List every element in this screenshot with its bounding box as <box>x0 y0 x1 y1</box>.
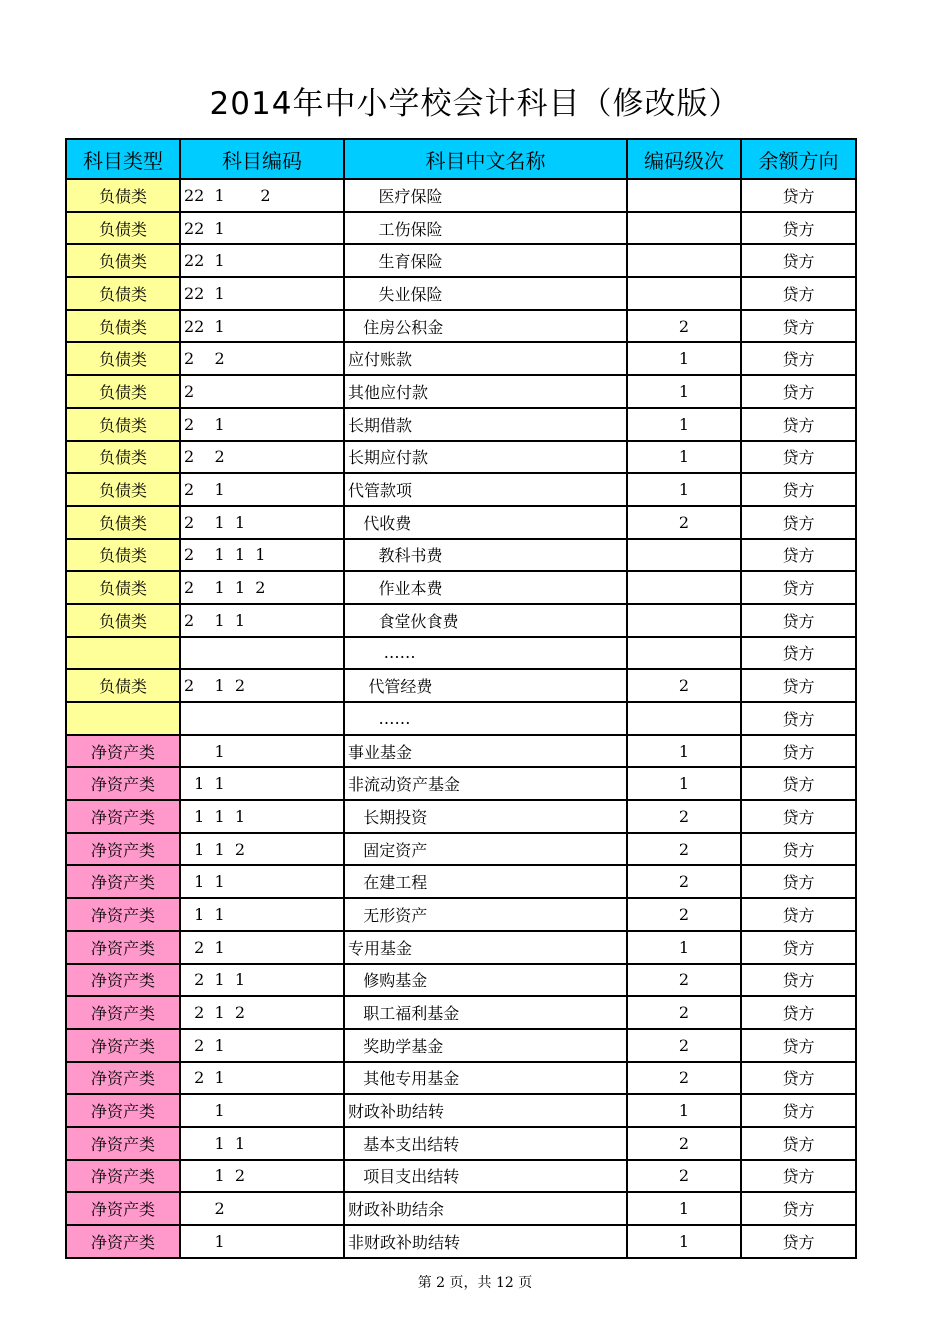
cell-level <box>627 212 741 245</box>
table-row <box>66 375 856 408</box>
cell-type: 负债类 <box>66 539 180 572</box>
cell-type: 负债类 <box>66 375 180 408</box>
table-row <box>66 277 856 310</box>
cell-code <box>180 637 344 670</box>
cell-direction: 贷方 <box>741 964 856 997</box>
cell-name: 食堂伙食费 <box>344 604 627 637</box>
cell-code: 1 2 <box>180 1160 344 1193</box>
cell-type: 负债类 <box>66 506 180 539</box>
table-row <box>66 865 856 898</box>
cell-name: …… <box>344 637 627 670</box>
cell-code: 2 1 <box>180 1029 344 1062</box>
cell-name: 长期投资 <box>344 800 627 833</box>
cell-level <box>627 179 741 212</box>
cell-direction: 贷方 <box>741 212 856 245</box>
cell-name: 专用基金 <box>344 931 627 964</box>
cell-level: 2 <box>627 669 741 702</box>
cell-direction: 贷方 <box>741 865 856 898</box>
cell-code: 22 1 <box>180 244 344 277</box>
cell-name: 教科书费 <box>344 539 627 572</box>
cell-name: 医疗保险 <box>344 179 627 212</box>
cell-name: 修购基金 <box>344 964 627 997</box>
cell-level: 2 <box>627 1127 741 1160</box>
header-code: 科目编码 <box>180 139 344 179</box>
cell-type: 负债类 <box>66 310 180 343</box>
cell-code: 2 <box>180 375 344 408</box>
cell-direction: 贷方 <box>741 800 856 833</box>
cell-type: 净资产类 <box>66 1062 180 1095</box>
cell-direction: 贷方 <box>741 1094 856 1127</box>
header-type: 科目类型 <box>66 139 180 179</box>
cell-type <box>66 637 180 670</box>
cell-type: 净资产类 <box>66 735 180 768</box>
cell-code: 1 <box>180 1225 344 1258</box>
cell-type: 净资产类 <box>66 1160 180 1193</box>
cell-name: 长期应付款 <box>344 441 627 474</box>
cell-direction: 贷方 <box>741 735 856 768</box>
cell-name: 其他专用基金 <box>344 1062 627 1095</box>
cell-direction: 贷方 <box>741 1029 856 1062</box>
cell-name: 非财政补助结转 <box>344 1225 627 1258</box>
cell-level: 1 <box>627 1225 741 1258</box>
table-row <box>66 1192 856 1225</box>
page-title: 2014年中小学校会计科目（修改版） <box>209 86 741 122</box>
cell-name: …… <box>344 702 627 735</box>
cell-name: 基本支出结转 <box>344 1127 627 1160</box>
table-row <box>66 179 856 212</box>
cell-type: 净资产类 <box>66 865 180 898</box>
table-row <box>66 571 856 604</box>
table-row <box>66 212 856 245</box>
cell-type: 净资产类 <box>66 1127 180 1160</box>
table-row <box>66 669 856 702</box>
table-row <box>66 735 856 768</box>
table-row <box>66 1127 856 1160</box>
cell-code: 1 <box>180 735 344 768</box>
cell-name: 长期借款 <box>344 408 627 441</box>
cell-direction: 贷方 <box>741 833 856 866</box>
cell-type: 负债类 <box>66 408 180 441</box>
cell-direction: 贷方 <box>741 277 856 310</box>
cell-direction: 贷方 <box>741 604 856 637</box>
cell-code: 2 1 1 <box>180 964 344 997</box>
cell-code: 1 1 <box>180 767 344 800</box>
cell-name: 职工福利基金 <box>344 996 627 1029</box>
cell-level: 2 <box>627 506 741 539</box>
cell-direction: 贷方 <box>741 996 856 1029</box>
table-row <box>66 310 856 343</box>
cell-direction: 贷方 <box>741 408 856 441</box>
cell-name: 在建工程 <box>344 865 627 898</box>
page-footer: 第 2 页，共 12 页 <box>417 1275 533 1291</box>
cell-name: 奖助学基金 <box>344 1029 627 1062</box>
table-row <box>66 964 856 997</box>
table-header-row <box>66 139 856 179</box>
table-row <box>66 473 856 506</box>
cell-level: 1 <box>627 375 741 408</box>
cell-level: 1 <box>627 735 741 768</box>
cell-direction: 贷方 <box>741 637 856 670</box>
table-row <box>66 996 856 1029</box>
cell-code: 1 1 2 <box>180 833 344 866</box>
cell-type: 负债类 <box>66 342 180 375</box>
cell-type: 负债类 <box>66 179 180 212</box>
table-row <box>66 767 856 800</box>
table-row <box>66 408 856 441</box>
cell-type: 净资产类 <box>66 1094 180 1127</box>
cell-code: 2 1 2 <box>180 669 344 702</box>
cell-type: 负债类 <box>66 669 180 702</box>
cell-type: 负债类 <box>66 571 180 604</box>
cell-direction: 贷方 <box>741 571 856 604</box>
cell-type: 净资产类 <box>66 931 180 964</box>
cell-code: 1 1 <box>180 865 344 898</box>
cell-code: 22 1 <box>180 277 344 310</box>
cell-level: 2 <box>627 800 741 833</box>
cell-level: 1 <box>627 1094 741 1127</box>
table-row <box>66 1029 856 1062</box>
cell-level <box>627 539 741 572</box>
cell-name: 住房公积金 <box>344 310 627 343</box>
cell-level: 2 <box>627 964 741 997</box>
cell-level: 2 <box>627 1160 741 1193</box>
cell-type <box>66 702 180 735</box>
table-row <box>66 833 856 866</box>
cell-name: 非流动资产基金 <box>344 767 627 800</box>
table-row <box>66 1062 856 1095</box>
cell-code <box>180 702 344 735</box>
cell-code: 2 1 <box>180 408 344 441</box>
cell-direction: 贷方 <box>741 179 856 212</box>
table-row <box>66 1225 856 1258</box>
cell-level <box>627 702 741 735</box>
table-row <box>66 898 856 931</box>
cell-direction: 贷方 <box>741 506 856 539</box>
table-row <box>66 931 856 964</box>
cell-type: 净资产类 <box>66 800 180 833</box>
cell-name: 生育保险 <box>344 244 627 277</box>
cell-name: 项目支出结转 <box>344 1160 627 1193</box>
cell-type: 负债类 <box>66 604 180 637</box>
cell-level: 2 <box>627 833 741 866</box>
cell-name: 事业基金 <box>344 735 627 768</box>
cell-code: 2 1 1 1 <box>180 539 344 572</box>
cell-code: 1 1 <box>180 1127 344 1160</box>
cell-direction: 贷方 <box>741 767 856 800</box>
cell-name: 工伤保险 <box>344 212 627 245</box>
cell-direction: 贷方 <box>741 931 856 964</box>
cell-type: 负债类 <box>66 441 180 474</box>
cell-level: 2 <box>627 865 741 898</box>
cell-code: 2 1 1 <box>180 604 344 637</box>
cell-direction: 贷方 <box>741 1160 856 1193</box>
cell-type: 净资产类 <box>66 1192 180 1225</box>
cell-name: 无形资产 <box>344 898 627 931</box>
cell-level: 1 <box>627 441 741 474</box>
cell-level <box>627 571 741 604</box>
cell-name: 财政补助结转 <box>344 1094 627 1127</box>
table-row <box>66 1160 856 1193</box>
cell-level: 1 <box>627 1192 741 1225</box>
cell-code: 22 1 <box>180 310 344 343</box>
table-row <box>66 342 856 375</box>
cell-code: 2 1 1 <box>180 506 344 539</box>
cell-name: 代管经费 <box>344 669 627 702</box>
cell-direction: 贷方 <box>741 898 856 931</box>
cell-level: 2 <box>627 1029 741 1062</box>
cell-level: 2 <box>627 898 741 931</box>
accounts-table <box>65 138 857 1259</box>
cell-direction: 贷方 <box>741 669 856 702</box>
cell-type: 净资产类 <box>66 964 180 997</box>
cell-name: 代收费 <box>344 506 627 539</box>
cell-code: 22 1 <box>180 212 344 245</box>
header-level: 编码级次 <box>627 139 741 179</box>
cell-direction: 贷方 <box>741 1225 856 1258</box>
cell-type: 负债类 <box>66 244 180 277</box>
cell-name: 财政补助结余 <box>344 1192 627 1225</box>
cell-level <box>627 244 741 277</box>
cell-level <box>627 604 741 637</box>
cell-type: 净资产类 <box>66 833 180 866</box>
cell-direction: 贷方 <box>741 1062 856 1095</box>
cell-code: 1 1 1 <box>180 800 344 833</box>
cell-direction: 贷方 <box>741 473 856 506</box>
cell-name: 失业保险 <box>344 277 627 310</box>
cell-code: 2 1 <box>180 1062 344 1095</box>
cell-type: 净资产类 <box>66 996 180 1029</box>
cell-code: 22 1 2 <box>180 179 344 212</box>
cell-name: 固定资产 <box>344 833 627 866</box>
table-row <box>66 506 856 539</box>
cell-direction: 贷方 <box>741 1192 856 1225</box>
cell-code: 2 1 <box>180 473 344 506</box>
cell-type: 负债类 <box>66 473 180 506</box>
cell-code: 2 1 2 <box>180 996 344 1029</box>
header-direction: 余额方向 <box>741 139 856 179</box>
cell-code: 1 <box>180 1094 344 1127</box>
cell-level: 2 <box>627 1062 741 1095</box>
cell-type: 净资产类 <box>66 898 180 931</box>
table-row <box>66 702 856 735</box>
cell-type: 负债类 <box>66 212 180 245</box>
table-row <box>66 800 856 833</box>
cell-direction: 贷方 <box>741 702 856 735</box>
table-row <box>66 1094 856 1127</box>
table-row <box>66 244 856 277</box>
cell-level: 1 <box>627 767 741 800</box>
cell-name: 其他应付款 <box>344 375 627 408</box>
cell-level: 1 <box>627 408 741 441</box>
cell-direction: 贷方 <box>741 310 856 343</box>
table-row <box>66 539 856 572</box>
cell-level <box>627 277 741 310</box>
cell-direction: 贷方 <box>741 1127 856 1160</box>
cell-direction: 贷方 <box>741 342 856 375</box>
cell-code: 1 1 <box>180 898 344 931</box>
cell-type: 负债类 <box>66 277 180 310</box>
cell-level <box>627 637 741 670</box>
cell-code: 2 1 1 2 <box>180 571 344 604</box>
cell-name: 代管款项 <box>344 473 627 506</box>
cell-code: 2 1 <box>180 931 344 964</box>
cell-type: 净资产类 <box>66 1029 180 1062</box>
cell-direction: 贷方 <box>741 441 856 474</box>
cell-code: 2 2 <box>180 441 344 474</box>
cell-direction: 贷方 <box>741 375 856 408</box>
cell-name: 应付账款 <box>344 342 627 375</box>
cell-type: 净资产类 <box>66 1225 180 1258</box>
cell-level: 1 <box>627 931 741 964</box>
cell-code: 2 <box>180 1192 344 1225</box>
table-row <box>66 441 856 474</box>
cell-direction: 贷方 <box>741 244 856 277</box>
cell-code: 2 2 <box>180 342 344 375</box>
cell-type: 净资产类 <box>66 767 180 800</box>
table-row <box>66 637 856 670</box>
cell-name: 作业本费 <box>344 571 627 604</box>
header-name: 科目中文名称 <box>344 139 627 179</box>
cell-level: 1 <box>627 342 741 375</box>
cell-level: 2 <box>627 996 741 1029</box>
cell-direction: 贷方 <box>741 539 856 572</box>
cell-level: 2 <box>627 310 741 343</box>
table-body <box>66 179 856 1258</box>
table-row <box>66 604 856 637</box>
cell-level: 1 <box>627 473 741 506</box>
